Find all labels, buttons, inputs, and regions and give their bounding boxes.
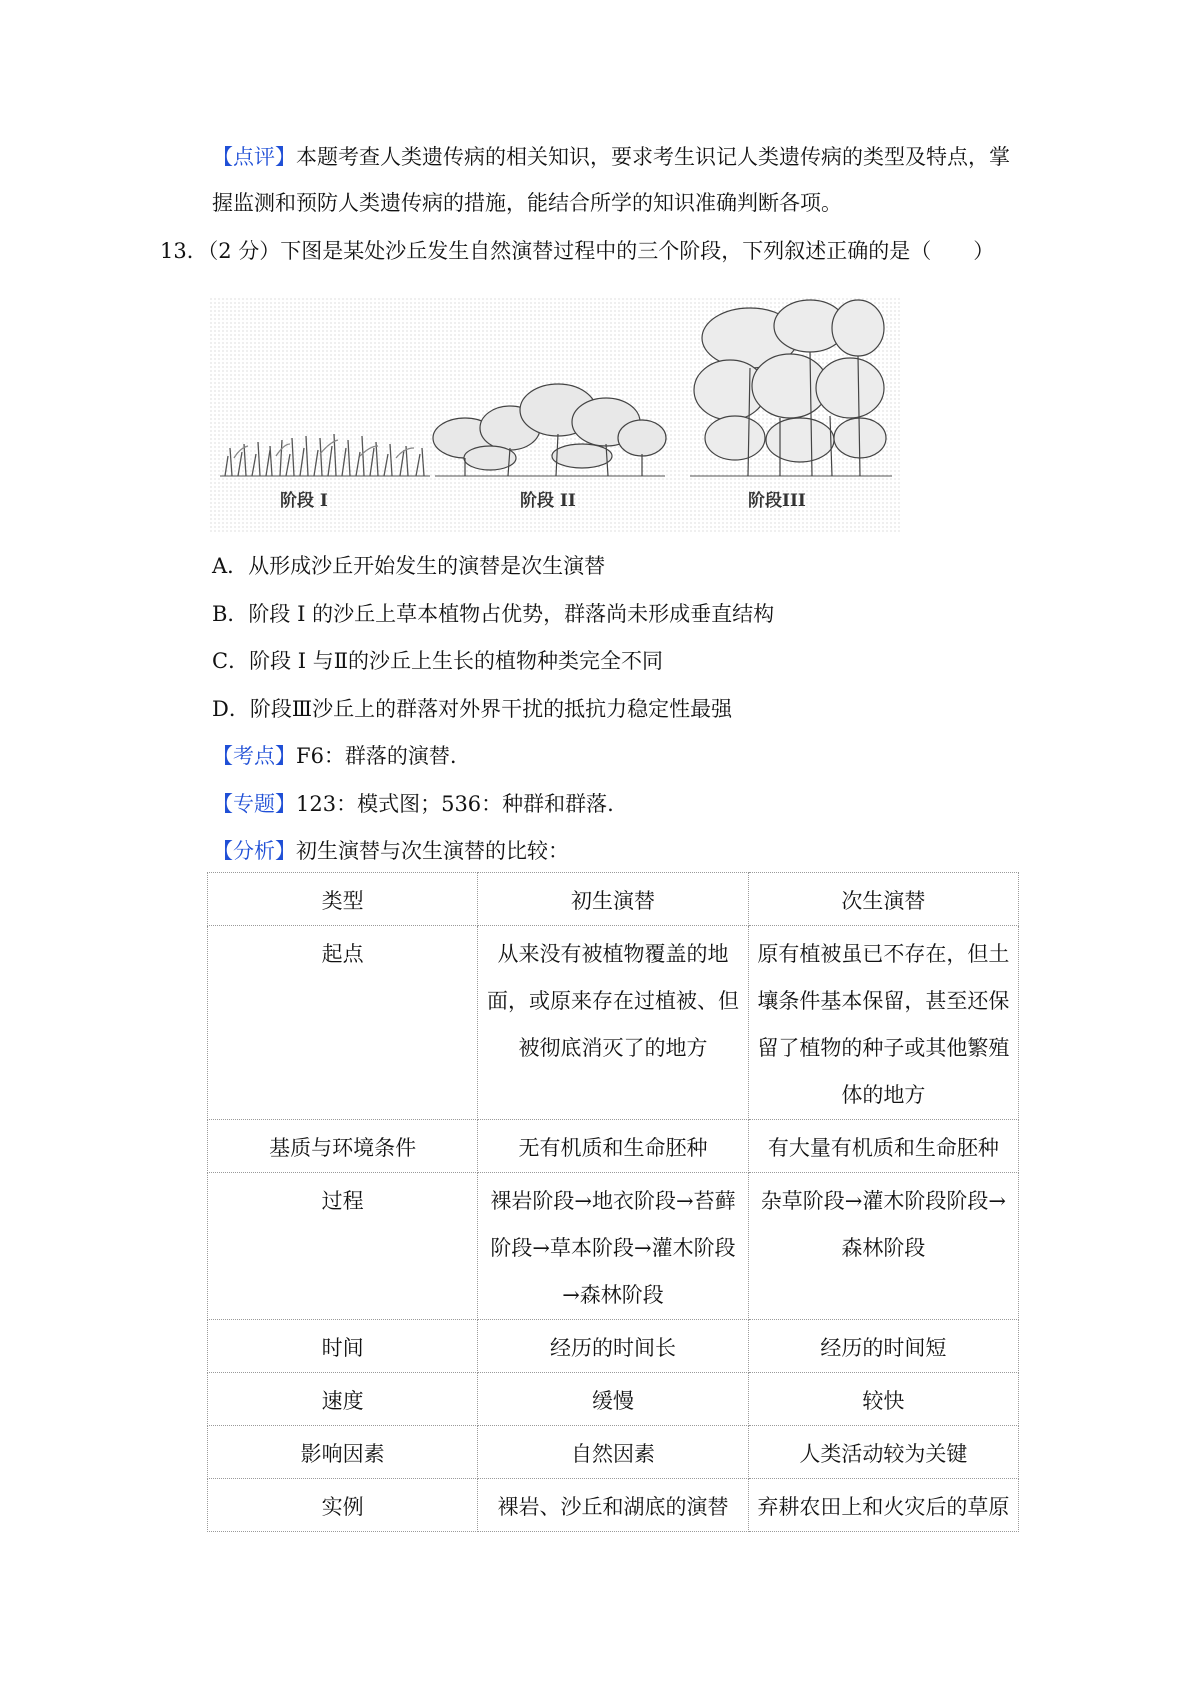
table-cell: 原有植被虽已不存在，但土壤条件基本保留，甚至还保留了植物的种子或其他繁殖体的地方: [748, 926, 1018, 1120]
table-cell: 人类活动较为关键: [748, 1426, 1018, 1479]
table-cell: 过程: [208, 1173, 478, 1320]
commentary-text-1: 本题考查人类遗传病的相关知识，要求考生识记人类遗传病的类型及特点，掌: [296, 145, 1010, 169]
stage2-label: 阶段 II: [520, 491, 576, 511]
table-row: [208, 1320, 1019, 1373]
stage1-label: 阶段 I: [280, 491, 328, 511]
table-cell: 无有机质和生命胚种: [478, 1120, 748, 1173]
option-a: A．从形成沙丘开始发生的演替是次生演替: [212, 554, 606, 578]
table-row: [208, 1426, 1019, 1479]
commentary-text-2: 握监测和预防人类遗传病的措施，能结合所学的知识准确判断各项。: [212, 191, 842, 215]
option-c: C．阶段 I 与Ⅱ的沙丘上生长的植物种类完全不同: [212, 649, 663, 673]
fenxi-tag: 【分析】: [212, 839, 296, 863]
zhuanti-line: [212, 789, 614, 819]
table-cell: 缓慢: [478, 1373, 748, 1426]
table-cell: 经历的时间长: [478, 1320, 748, 1373]
table-cell: 杂草阶段→灌木阶段阶段→森林阶段: [748, 1173, 1018, 1320]
option-b: B．阶段 I 的沙丘上草本植物占优势，群落尚未形成垂直结构: [212, 602, 775, 626]
table-row: [208, 1479, 1019, 1532]
table-cell: 有大量有机质和生命胚种: [748, 1120, 1018, 1173]
table-cell: 较快: [748, 1373, 1018, 1426]
table-header-row: [208, 873, 1019, 926]
fenxi-text: 初生演替与次生演替的比较：: [296, 839, 569, 863]
table-cell: 基质与环境条件: [208, 1120, 478, 1173]
zhuanti-tag: 【专题】: [212, 792, 296, 816]
table-cell: 自然因素: [478, 1426, 748, 1479]
table-cell: 经历的时间短: [748, 1320, 1018, 1373]
table-header-cell: 类型: [208, 873, 478, 926]
stage3-forest: [690, 300, 892, 476]
fenxi-line: [212, 836, 569, 866]
table-cell: 弃耕农田上和火灾后的草原: [748, 1479, 1018, 1532]
question-text: 13．（2 分）下图是某处沙丘发生自然演替过程中的三个阶段，下列叙述正确的是（ ）: [160, 239, 995, 263]
table-row: [208, 1173, 1019, 1320]
table-cell: 起点: [208, 926, 478, 1120]
commentary-line-1: [212, 142, 1010, 172]
table-cell: 实例: [208, 1479, 478, 1532]
zhuanti-text: 123：模式图；536：种群和群落.: [296, 792, 614, 816]
table-row: [208, 1373, 1019, 1426]
stage3-label: 阶段III: [748, 491, 806, 511]
succession-illustration: [210, 298, 900, 533]
table-cell: 时间: [208, 1320, 478, 1373]
commentary-tag: 【点评】: [212, 145, 296, 169]
table-row: [208, 926, 1019, 1120]
table-cell: 影响因素: [208, 1426, 478, 1479]
kaodian-line: [212, 741, 457, 771]
table-cell: 速度: [208, 1373, 478, 1426]
kaodian-text: F6：群落的演替.: [296, 744, 457, 768]
kaodian-tag: 【考点】: [212, 744, 296, 768]
table-cell: 从来没有被植物覆盖的地面，或原来存在过植被、但被彻底消灭了的地方: [478, 926, 748, 1120]
option-d: D．阶段Ⅲ沙丘上的群落对外界干扰的抵抗力稳定性最强: [212, 697, 733, 721]
table-cell: 裸岩阶段→地衣阶段→苔藓阶段→草本阶段→灌木阶段→森林阶段: [478, 1173, 748, 1320]
table-row: [208, 1120, 1019, 1173]
table-cell: 裸岩、沙丘和湖底的演替: [478, 1479, 748, 1532]
commentary-line-2: [212, 188, 842, 218]
comparison-table: [207, 872, 1019, 1532]
succession-figure: [210, 298, 900, 533]
table-header-cell: 初生演替: [478, 873, 748, 926]
table-header-cell: 次生演替: [748, 873, 1018, 926]
